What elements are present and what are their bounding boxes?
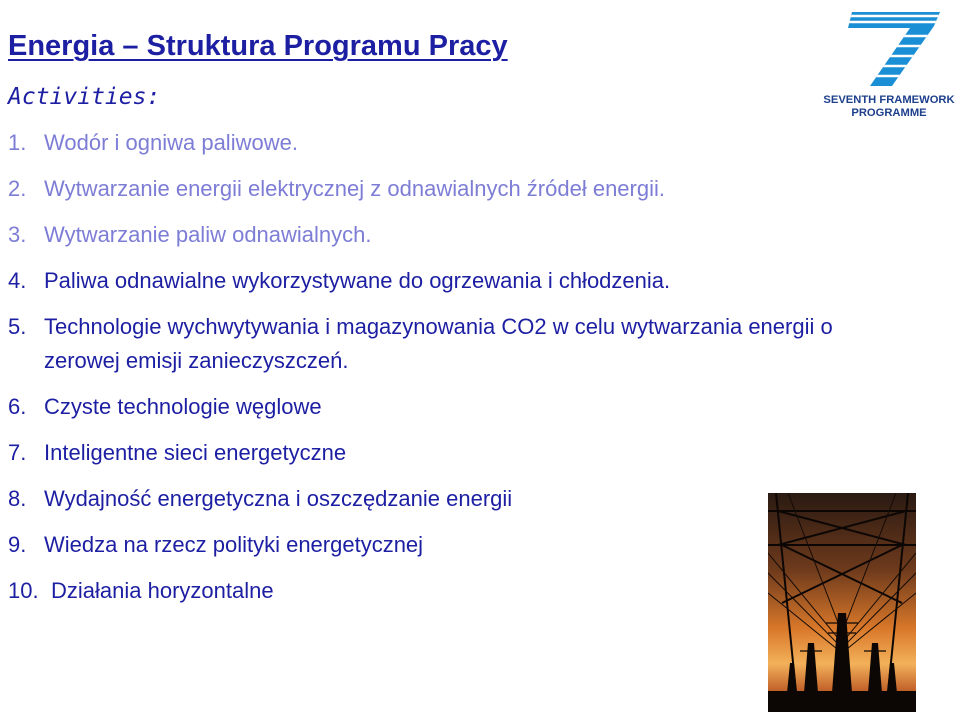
list-item	[8, 390, 898, 424]
item-number: 8.	[8, 486, 27, 511]
item-number: 5.	[8, 314, 27, 339]
item-text: Wydajność energetyczna i oszczędzanie energii	[44, 486, 513, 511]
item-number: 3.	[8, 222, 27, 247]
item-text: Paliwa odnawialne wykorzystywane do ogrzewania i chłodzenia.	[44, 268, 671, 293]
item-text: Wytwarzanie energii elektrycznej z odnawialnych źródeł energii.	[44, 176, 665, 201]
item-text: Czyste technologie węglowe	[44, 394, 322, 419]
item-text: Działania horyzontalne	[51, 578, 274, 603]
list-item	[8, 264, 898, 298]
item-number: 10.	[8, 578, 39, 603]
slide-title: Energia – Struktura Programu Pracy	[8, 30, 508, 62]
seventh-framework-logo-icon	[822, 8, 956, 120]
power-lines-photo	[768, 493, 916, 712]
item-number: 7.	[8, 440, 27, 465]
item-number: 1.	[8, 130, 27, 155]
item-text: Technologie wychwytywania i magazynowania CO2 w celu wytwarzania energii o zerowej emisji zanieczyszczeń.	[44, 314, 833, 373]
slide-subtitle: Activities:	[8, 84, 161, 110]
item-number: 2.	[8, 176, 27, 201]
item-text: Wodór i ogniwa paliwowe.	[44, 130, 298, 155]
list-item	[8, 528, 898, 562]
activities-list	[8, 126, 898, 620]
list-item	[8, 482, 898, 516]
item-text: Inteligentne sieci energetyczne	[44, 440, 347, 465]
list-item	[8, 218, 898, 252]
item-text: Wiedza na rzecz polityki energetycznej	[44, 532, 424, 557]
list-item	[8, 310, 898, 378]
list-item	[8, 126, 898, 160]
item-number: 9.	[8, 532, 27, 557]
power-lines-photo-icon	[768, 493, 916, 712]
item-number: 6.	[8, 394, 27, 419]
list-item	[8, 574, 898, 608]
logo-line2: PROGRAMME	[851, 107, 927, 119]
list-item	[8, 436, 898, 470]
item-number: 4.	[8, 268, 27, 293]
list-item	[8, 172, 898, 206]
logo-line1: SEVENTH FRAMEWORK	[823, 94, 955, 106]
item-text: Wytwarzanie paliw odnawialnych.	[44, 222, 372, 247]
